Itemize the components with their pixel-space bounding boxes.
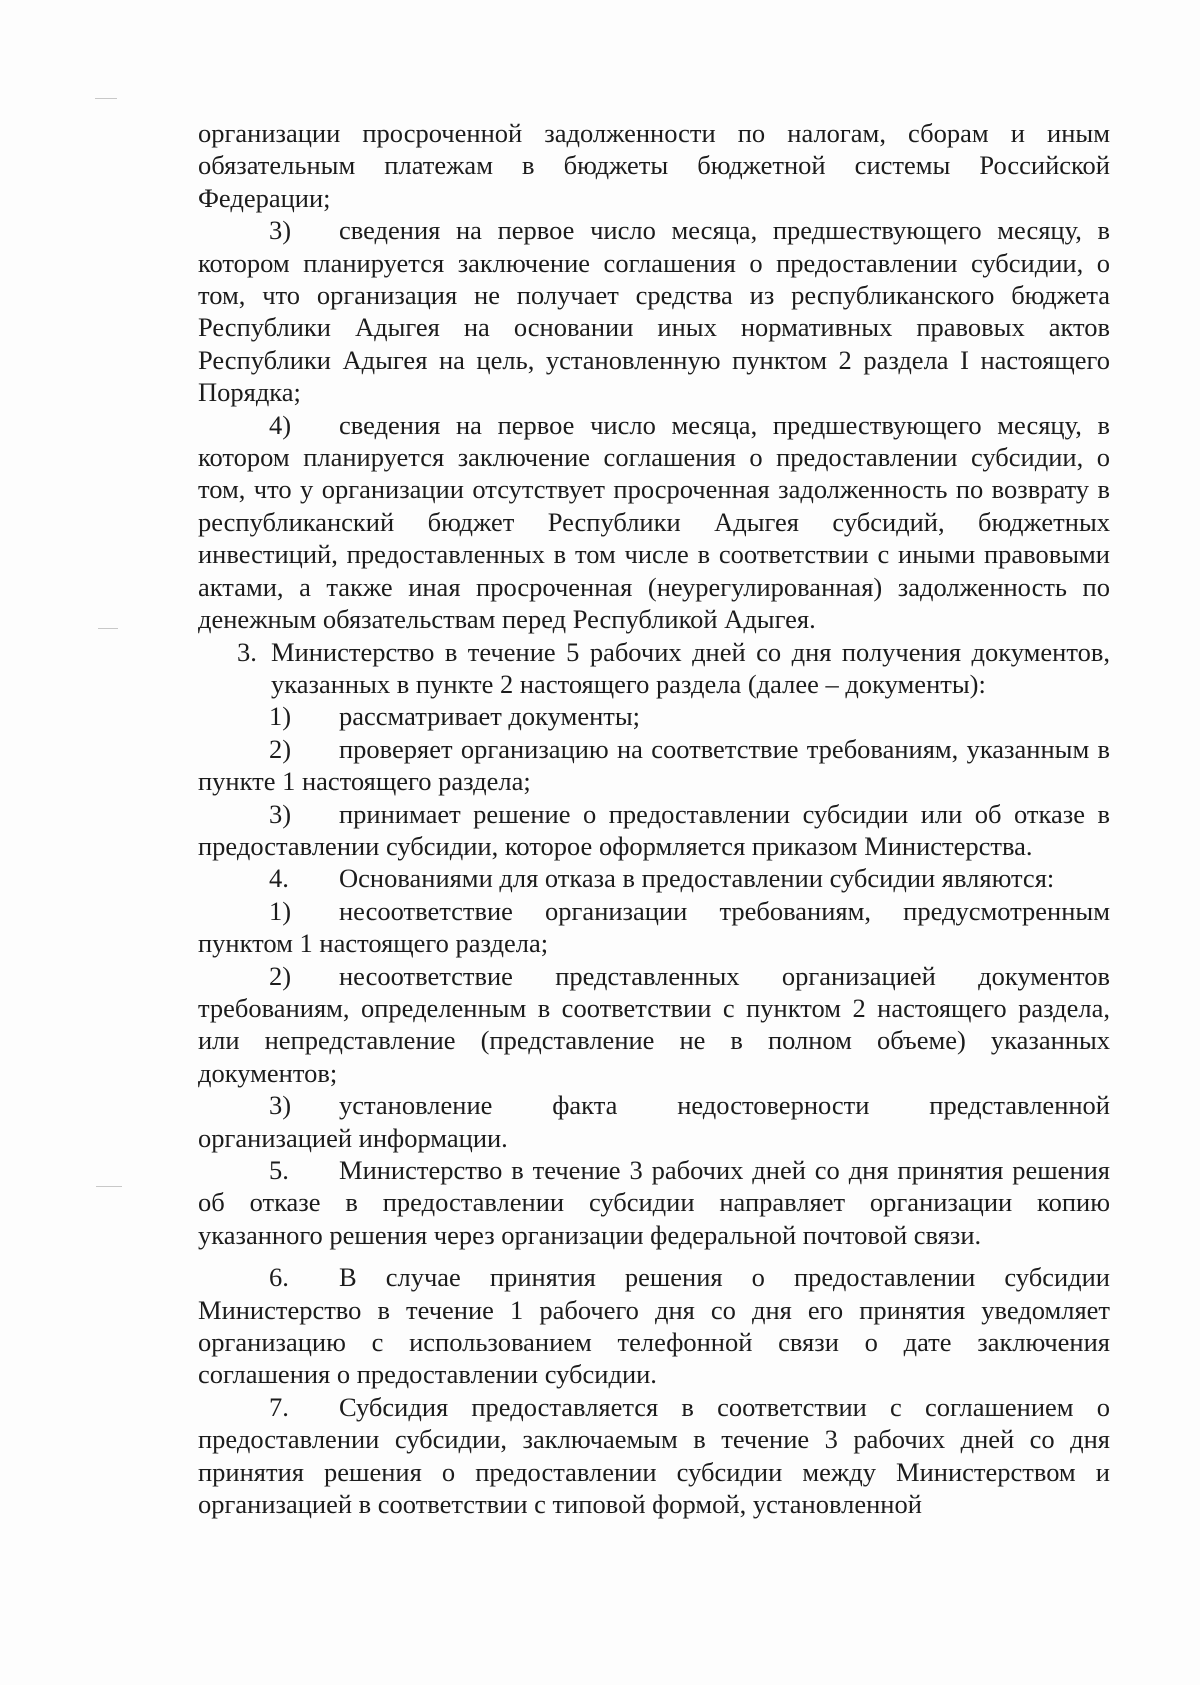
item-text: установление факта недостоверности представленной организацией информации.: [198, 1090, 1110, 1153]
point-number: 6.: [269, 1262, 289, 1293]
list-item: [198, 960, 1110, 1090]
list-item: [198, 895, 1110, 960]
point-text: Министерство в течение 3 рабочих дней со дня принятия решения об отказе в предоставлении субсидии направляет организации копию указанного решения через организации федеральной почтовой связи.: [198, 1155, 1110, 1250]
item-number: 3): [269, 215, 292, 246]
item-text: рассматривает документы;: [339, 701, 641, 732]
item-number: 2): [269, 960, 292, 991]
point-number: 5.: [269, 1155, 289, 1185]
point-text: Основаниями для отказа в предоставлении субсидии являются:: [339, 863, 1055, 894]
point-number: 7.: [269, 1391, 289, 1422]
item-text: проверяет организацию на соответствие требованиям, указанным в пункте 1 настоящего раздела;: [198, 733, 1110, 797]
item-text: сведения на первое число месяца, предшествующего месяцу, в котором планируется заключение соглашения о предоставлении субсидии, о том, что организация не получает средства из республиканского бюджета Республики Адыгея на основании иных нормативных правовых актов Республики Адыгея на цель, установленную пунктом 2 раздела I настоящего Порядка;: [198, 215, 1110, 408]
point-4: [198, 862, 1110, 894]
item-text: несоответствие организации требованиям, предусмотренным пунктом 1 настоящего раздела;: [198, 895, 1110, 959]
point-number: 3.: [237, 636, 257, 667]
list-item: [198, 700, 1110, 732]
point-3: [198, 636, 1110, 701]
scan-speck: [95, 98, 117, 99]
list-item: [198, 409, 1110, 636]
document-body: [198, 117, 1110, 1520]
point-6: [198, 1261, 1110, 1391]
item-text: принимает решение о предоставлении субсидии или об отказе в предоставлении субсидии, которое оформляется приказом Министерства.: [198, 798, 1110, 861]
point-text: Министерство в течение 5 рабочих дней со дня получения документов, указанных в пункте 2 настоящего раздела (далее – документы):: [271, 636, 1110, 699]
scan-speck: [98, 628, 118, 629]
point-7: [198, 1391, 1110, 1521]
point-number: 4.: [269, 863, 289, 894]
item-number: 2): [269, 733, 292, 764]
item-number: 3): [269, 1090, 292, 1121]
point-5: [198, 1154, 1110, 1251]
item-number: 1): [269, 701, 292, 732]
paragraph-top: организации просроченной задолженности по налогам, сборам и иным обязательным платежам в бюджеты бюджетной системы Российской Федерации;: [198, 118, 1110, 213]
scan-speck: [96, 1186, 122, 1187]
item-number: 3): [269, 798, 292, 829]
point-text: В случае принятия решения о предоставлении субсидии Министерство в течение 1 рабочего дня со дня его принятия уведомляет организацию с использованием телефонной связи о дате заключения соглашения о предоставлении субсидии.: [198, 1262, 1110, 1390]
list-item: [198, 733, 1110, 798]
item-text: несоответствие представленных организацией документов требованиям, определенным в соответствии с пунктом 2 настоящего раздела, или непредставление (представление не в полном объеме) указанных документов;: [198, 960, 1110, 1088]
list-item: [198, 214, 1110, 408]
list-item: [198, 798, 1110, 863]
list-item: [198, 1089, 1110, 1154]
item-number: 4): [269, 409, 292, 440]
point-text: Субсидия предоставляется в соответствии с соглашением о предоставлении субсидии, заключаемым в течение 3 рабочих дней со дня принятия решения о предоставлении субсидии между Министерством и организацией в соответствии с типовой формой, установленной: [198, 1391, 1110, 1520]
item-number: 1): [269, 895, 292, 926]
item-text: сведения на первое число месяца, предшествующего месяцу, в котором планируется заключение соглашения о предоставлении субсидии, о том, что у организации отсутствует просроченная задолженность по возврату в республиканский бюджет Республики Адыгея субсидий, бюджетных инвестиций, предоставленных в том числе в соответствии с иными правовыми актами, а также иная просроченная (неурегулированная) задолженность по денежным обязательствам перед Республикой Адыгея.: [198, 409, 1110, 635]
